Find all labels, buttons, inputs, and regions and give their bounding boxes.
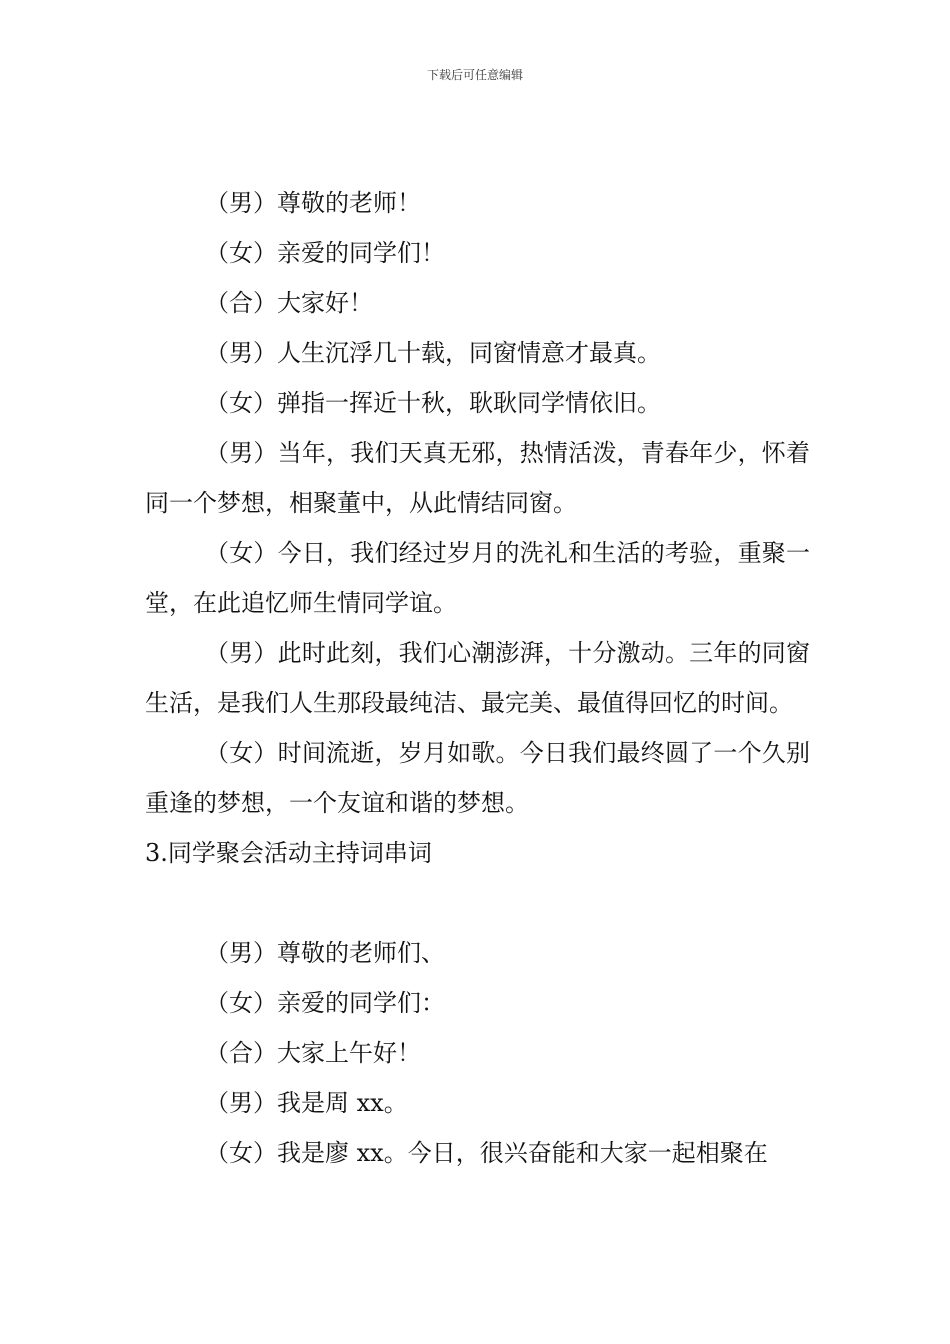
paragraph: （合）大家好！ bbox=[205, 289, 373, 317]
paragraph: （女）时间流逝，岁月如歌。今日我们最终圆了一个久别重逢的梦想，一个友谊和谐的梦想。 bbox=[145, 739, 810, 817]
paragraph: （女）弹指一挥近十秋，耿耿同学情依旧。 bbox=[205, 389, 661, 417]
section-heading: 3.同学聚会活动主持词串词 bbox=[145, 839, 432, 867]
paragraph: （男）人生沉浮几十载，同窗情意才最真。 bbox=[205, 339, 661, 367]
paragraph: （男）此时此刻，我们心潮澎湃，十分激动。三年的同窗生活，是我们人生那段最纯洁、最完美、最值得回忆的时间。 bbox=[145, 639, 810, 717]
paragraph: （合）大家上午好！ bbox=[205, 1039, 421, 1067]
paragraph: （男）尊敬的老师！ bbox=[205, 189, 421, 217]
paragraph: （女）亲爱的同学们！ bbox=[205, 239, 445, 267]
paragraph: （男）尊敬的老师们、 bbox=[205, 939, 445, 967]
paragraph: （女）我是廖 xx。今日，很兴奋能和大家一起相聚在 bbox=[205, 1139, 768, 1167]
paragraph: （男）我是周 xx。 bbox=[205, 1089, 408, 1117]
paragraph: （女）今日，我们经过岁月的洗礼和生活的考验，重聚一堂，在此追忆师生情同学谊。 bbox=[145, 539, 810, 617]
paragraph: （男）当年，我们天真无邪，热情活泼，青春年少，怀着同一个梦想，相聚董中，从此情结同窗。 bbox=[145, 439, 810, 517]
document-body bbox=[145, 178, 810, 1178]
paragraph: （女）亲爱的同学们： bbox=[205, 989, 445, 1017]
page-header: 下载后可任意编辑 bbox=[426, 68, 523, 82]
